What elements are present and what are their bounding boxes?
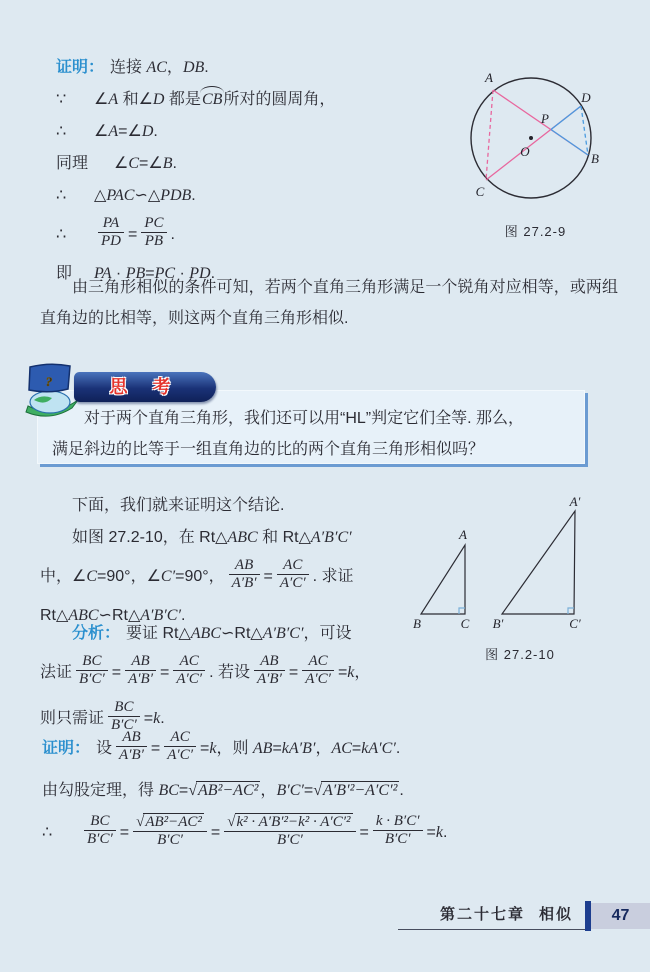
page-number: 47	[591, 903, 650, 929]
figure2-caption: 图 27.2-10	[485, 647, 555, 662]
vertex-label-B-prime: B′	[492, 616, 504, 631]
body-line-intro: 下面，我们就来证明这个结论.	[72, 497, 285, 514]
point-label-O: O	[520, 144, 530, 159]
analysis-line-3: 则只需证 $\frac{BC}{B'C'}$ =k.	[40, 699, 165, 734]
proof1-line-similar-triangles: ∴ △PAC∽△PDB.	[56, 187, 196, 204]
think-line-2: 满足斜边的比等于一组直角边的比的两个直角三角形相似吗？	[52, 441, 485, 458]
blue-segments	[551, 106, 588, 155]
vertex-label-B: B	[413, 616, 421, 631]
point-label-B: B	[591, 151, 599, 166]
think-line-1: 对于两个直角三角形，我们还可以用“HL”判定它们全等. 那么，	[84, 410, 525, 427]
body-line-given: 如图 27.2-10，在 Rt△ABC 和 Rt△A′B′C′	[72, 529, 352, 546]
point-label-C: C	[475, 184, 485, 199]
page-footer	[398, 901, 650, 931]
chapter-topic: 相似	[538, 905, 573, 923]
chapter-number: 第二十七章	[439, 905, 525, 923]
proof2-line-setup: 证明： 设 $\frac{AB}{A'B'}$ = $\frac{AC}{A'C'}$ =k，则 AB=kA′B′，AC=kA′C′.	[42, 729, 401, 764]
proof1-line-ratio: ∴ $\frac{PA}{PD}$ = $\frac{PC}{PB}$ .	[56, 215, 175, 250]
large-triangle	[502, 511, 575, 614]
proof-section-circle	[56, 52, 335, 290]
figure1-caption: 图 27.2-9	[504, 224, 567, 239]
analysis-section	[40, 618, 370, 742]
triangles-diagram	[405, 495, 635, 635]
proof1-line-similarly: 同理 ∠C=∠B.	[56, 155, 177, 172]
small-triangle	[421, 545, 465, 614]
proof1-line-connect: 证明： 连接 AC，DB.	[56, 59, 209, 76]
center-dot	[529, 136, 533, 140]
body-line-toprove: Rt△ABC∽Rt△A′B′C′.	[40, 607, 186, 624]
body-text-section	[40, 490, 354, 632]
body-line-conditions: 中，∠C=90°，∠C′=90°， $\frac{AB}{A'B'}$ = $\frac{AC}{A'C'}$ . 求证	[40, 557, 354, 592]
vertex-label-C-prime: C′	[569, 616, 581, 631]
think-banner: 思 考	[74, 372, 216, 402]
proof1-line-because: ∵ ∠A 和∠D 都是CB所对的圆周角，	[56, 91, 336, 108]
circle-figure	[453, 62, 618, 240]
analysis-line-1: 分析： 要证 Rt△ABC∽Rt△A′B′C′，可设	[72, 625, 352, 642]
chapter-title	[398, 903, 585, 930]
question-mark-glyph: ?	[45, 374, 53, 389]
point-label-A: A	[485, 70, 493, 85]
point-label-P: P	[541, 111, 549, 126]
pink-chords	[486, 90, 588, 180]
proof1-line-angle-equal: ∴ ∠A=∠D.	[56, 123, 158, 140]
point-label-D: D	[581, 90, 591, 105]
proof1-line-product: 即 PA · PB=PC · PD.	[56, 265, 216, 282]
globe-shape	[30, 391, 70, 413]
analysis-line-2: 法证 $\frac{BC}{B'C'}$ = $\frac{AB}{A'B'}$ = $\frac{AC}{A'C'}$ . 若设 $\frac{AB}{A'B'}$ = $\frac{AC}{A'C'}$ =k，	[40, 653, 371, 688]
paragraph-similar-conditions: 由三角形相似的条件可知，若两个直角三角形满足一个锐角对应相等，或两组直角边的比相等，则这两个直角三角形相似.	[40, 279, 618, 327]
triangles-figure	[405, 495, 635, 663]
proof-section-hl	[42, 726, 447, 856]
proof2-line-conclusion: ∴ $\frac{BC}{B'C'}$ = $\frac{\text{√AB²−AC²}}{B'C'}$ = $\frac{\text{√k² · A′B′²−k² · A′C′²}}{B'C'}$ = $\frac{k \cdot B'C'}{B'C'}$ =k.	[42, 813, 448, 848]
vertex-label-A-prime: A′	[569, 495, 581, 509]
proof2-line-pythagoras: 由勾股定理，得 BC=√AB²−AC² ，B′C′=√A′B′²−A′C′² .	[42, 782, 404, 799]
circle-diagram	[453, 62, 618, 210]
vertex-label-A: A	[459, 527, 467, 542]
vertex-label-C: C	[460, 616, 470, 631]
